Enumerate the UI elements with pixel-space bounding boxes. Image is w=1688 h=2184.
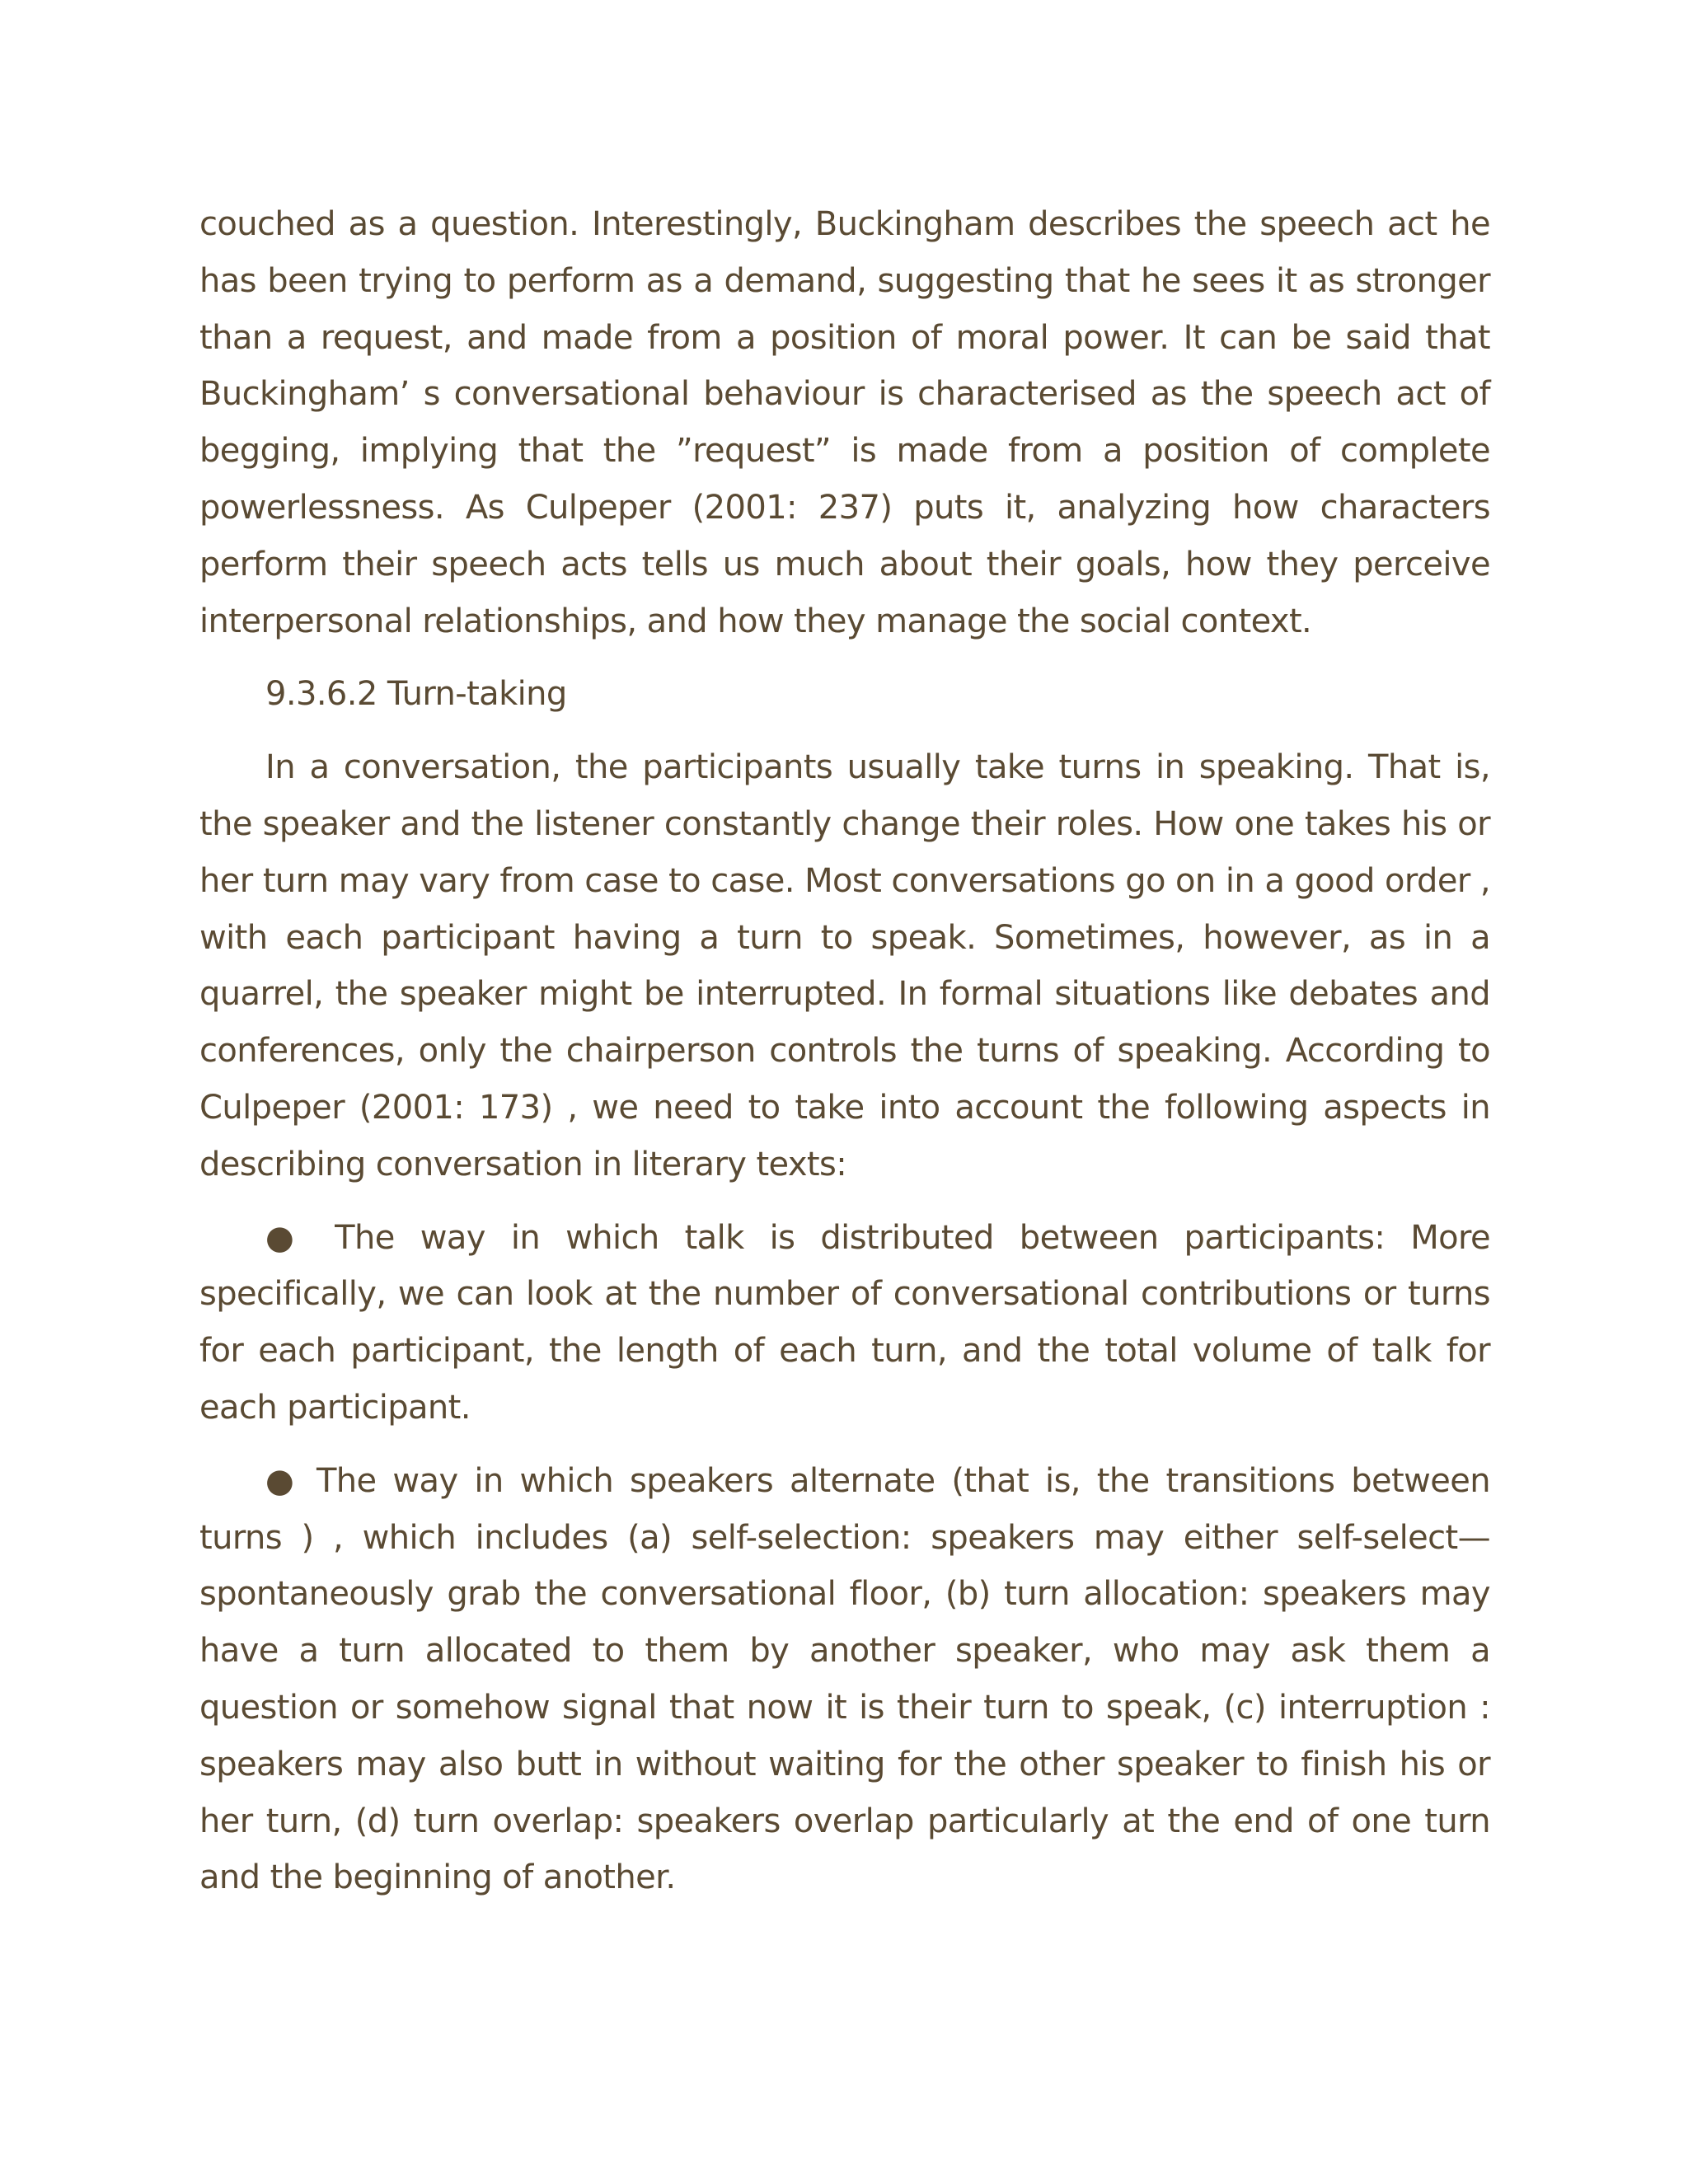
body-text [199,196,1490,1906]
paragraph-speech-acts: couched as a question. Interestingly, Buckingham describes the speech act he has been trying to perform as a demand, suggesting that he sees it as stronger than a request, and made from a position of moral power. It can be said that Buckingham’ s conversational behaviour is characterised as the speech act of begging, implying that the ”request” is made from a position of complete powerlessness. As Culpeper (2001: 237) puts it, analyzing how characters perform their speech acts tells us much about their goals, how they perceive interpersonal relationships, and how they manage the social context. [199,205,1490,640]
paragraph-turn-taking: In a conversation, the participants usually take turns in speaking. That is, the speaker and the listener constantly change their roles. How one takes his or her turn may vary from case to case. Most conversations go on in a good order , with each participant having a turn to speak. Sometimes, however, as in a quarrel, the speaker might be interrupted. In formal situations like debates and conferences, only the chairperson controls the turns of speaking. According to Culpeper (2001: 173) , we need to take into account the following aspects in describing conversation in literary texts: [199,748,1490,1183]
section-heading-turn-taking: 9.3.6.2 Turn-taking [265,675,567,714]
bullet-item-talk-distribution: ● The way in which talk is distributed between participants: More specifically, we can look at the number of conversational contributions or turns for each participant, the length of each turn, and the total volume of talk for each participant. [199,1218,1490,1427]
bullet-item-speaker-alternation: ● The way in which speakers alternate (that is, the transitions between turns ) , which includes (a) self-selection: speakers may either self-select— spontaneously grab the conversational floor, (b) turn allocation: speakers may have a turn allocated to them by another speaker, who may ask them a question or somehow signal that now it is their turn to speak, (c) interruption : speakers may also butt in without waiting for the other speaker to finish his or her turn, (d) turn overlap: speakers overlap particularly at the end of one turn and the beginning of another. [199,1461,1490,1897]
